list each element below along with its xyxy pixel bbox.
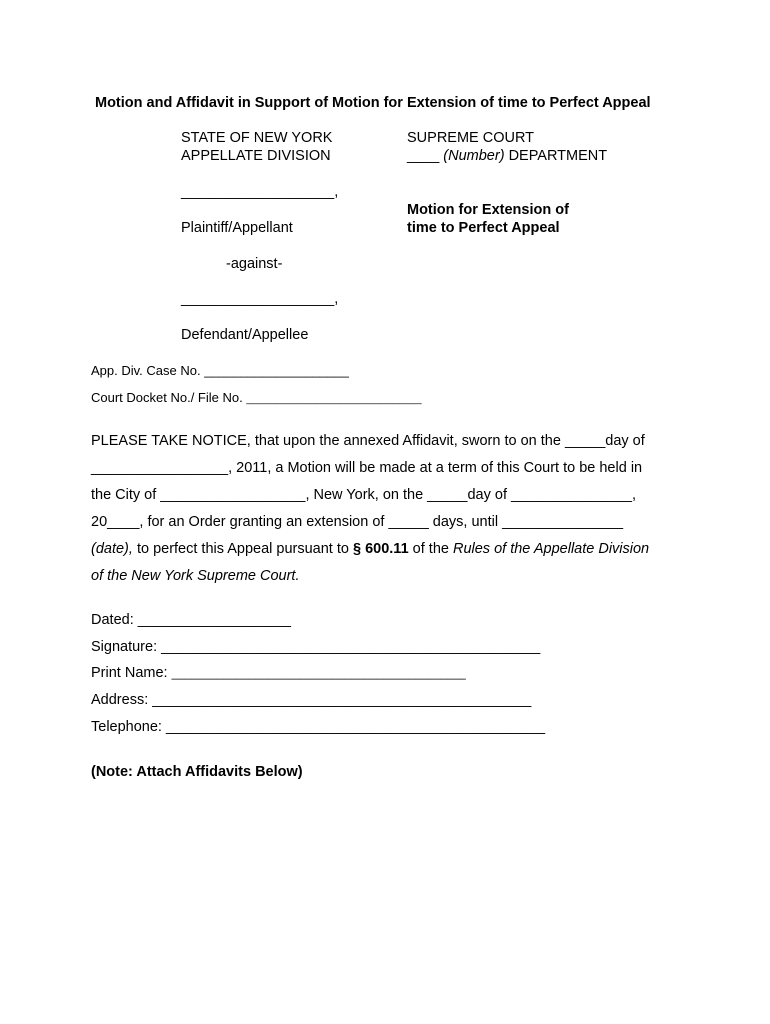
- against-label: -against-: [226, 256, 283, 272]
- case-number-label: App. Div. Case No.: [91, 363, 201, 378]
- motion-title-line-1: Motion for Extension of: [407, 202, 569, 218]
- notice-line-1: PLEASE TAKE NOTICE, that upon the annexed Affidavit, sworn to on the _____day of: [91, 433, 645, 449]
- department-blank[interactable]: ____: [407, 148, 440, 164]
- defendant-label: Defendant/Appellee: [181, 327, 309, 343]
- address-row: [91, 691, 531, 709]
- signature-label: Signature:: [91, 639, 158, 655]
- docket-number-blank[interactable]: ______________________________: [246, 393, 422, 405]
- signature-row: [91, 638, 540, 656]
- attach-affidavits-note: (Note: Attach Affidavits Below): [91, 764, 303, 780]
- caption-division: APPELLATE DIVISION: [181, 148, 331, 164]
- docket-number-row: [91, 389, 422, 408]
- notice-section-ref: § 600.11: [352, 541, 409, 557]
- print-name-row: [91, 664, 466, 683]
- department-label: DEPARTMENT: [508, 148, 608, 164]
- docket-number-label: Court Docket No./ File No.: [91, 390, 243, 405]
- case-number-blank[interactable]: ____________________: [204, 363, 349, 378]
- plaintiff-label: Plaintiff/Appellant: [181, 220, 293, 236]
- dated-label: Dated:: [91, 612, 134, 628]
- caption-court: SUPREME COURT: [407, 130, 535, 146]
- notice-mid-text: to perfect this Appeal pursuant to: [132, 541, 353, 557]
- notice-line-3: the City of __________________, New York, on the _____day of _______________,: [91, 487, 637, 503]
- dated-row: [91, 611, 291, 629]
- notice-rules-text: Rules of the Appellate Division: [452, 541, 650, 557]
- notice-of-text: of the: [408, 541, 453, 557]
- address-label: Address:: [91, 692, 149, 708]
- caption-state: STATE OF NEW YORK: [181, 130, 333, 146]
- notice-line-5: [91, 540, 649, 558]
- defendant-name-blank[interactable]: ___________________,: [181, 291, 339, 307]
- telephone-label: Telephone:: [91, 719, 162, 735]
- address-field[interactable]: _______________________________________________: [152, 692, 532, 708]
- print-name-label: Print Name:: [91, 665, 168, 681]
- signature-field[interactable]: _______________________________________________: [161, 639, 541, 655]
- notice-line-6: of the New York Supreme Court.: [91, 568, 300, 584]
- caption-department: [407, 147, 607, 165]
- notice-line-2: _________________, 2011, a Motion will be made at a term of this Court to be held in: [91, 460, 643, 476]
- dated-field[interactable]: ___________________: [137, 612, 291, 628]
- plaintiff-name-blank[interactable]: ___________________,: [181, 184, 339, 200]
- notice-line-4: 20____, for an Order granting an extension of _____ days, until _______________: [91, 514, 624, 530]
- case-number-row: [91, 362, 349, 380]
- department-number: (Number): [443, 148, 505, 164]
- print-name-field[interactable]: ______________________________________________: [171, 668, 466, 680]
- notice-date-label: (date),: [91, 541, 133, 557]
- telephone-field[interactable]: _______________________________________________: [165, 719, 546, 735]
- motion-title-line-2: time to Perfect Appeal: [407, 220, 560, 236]
- telephone-row: [91, 718, 545, 736]
- document-title: Motion and Affidavit in Support of Motion for Extension of time to Perfect Appeal: [95, 95, 651, 111]
